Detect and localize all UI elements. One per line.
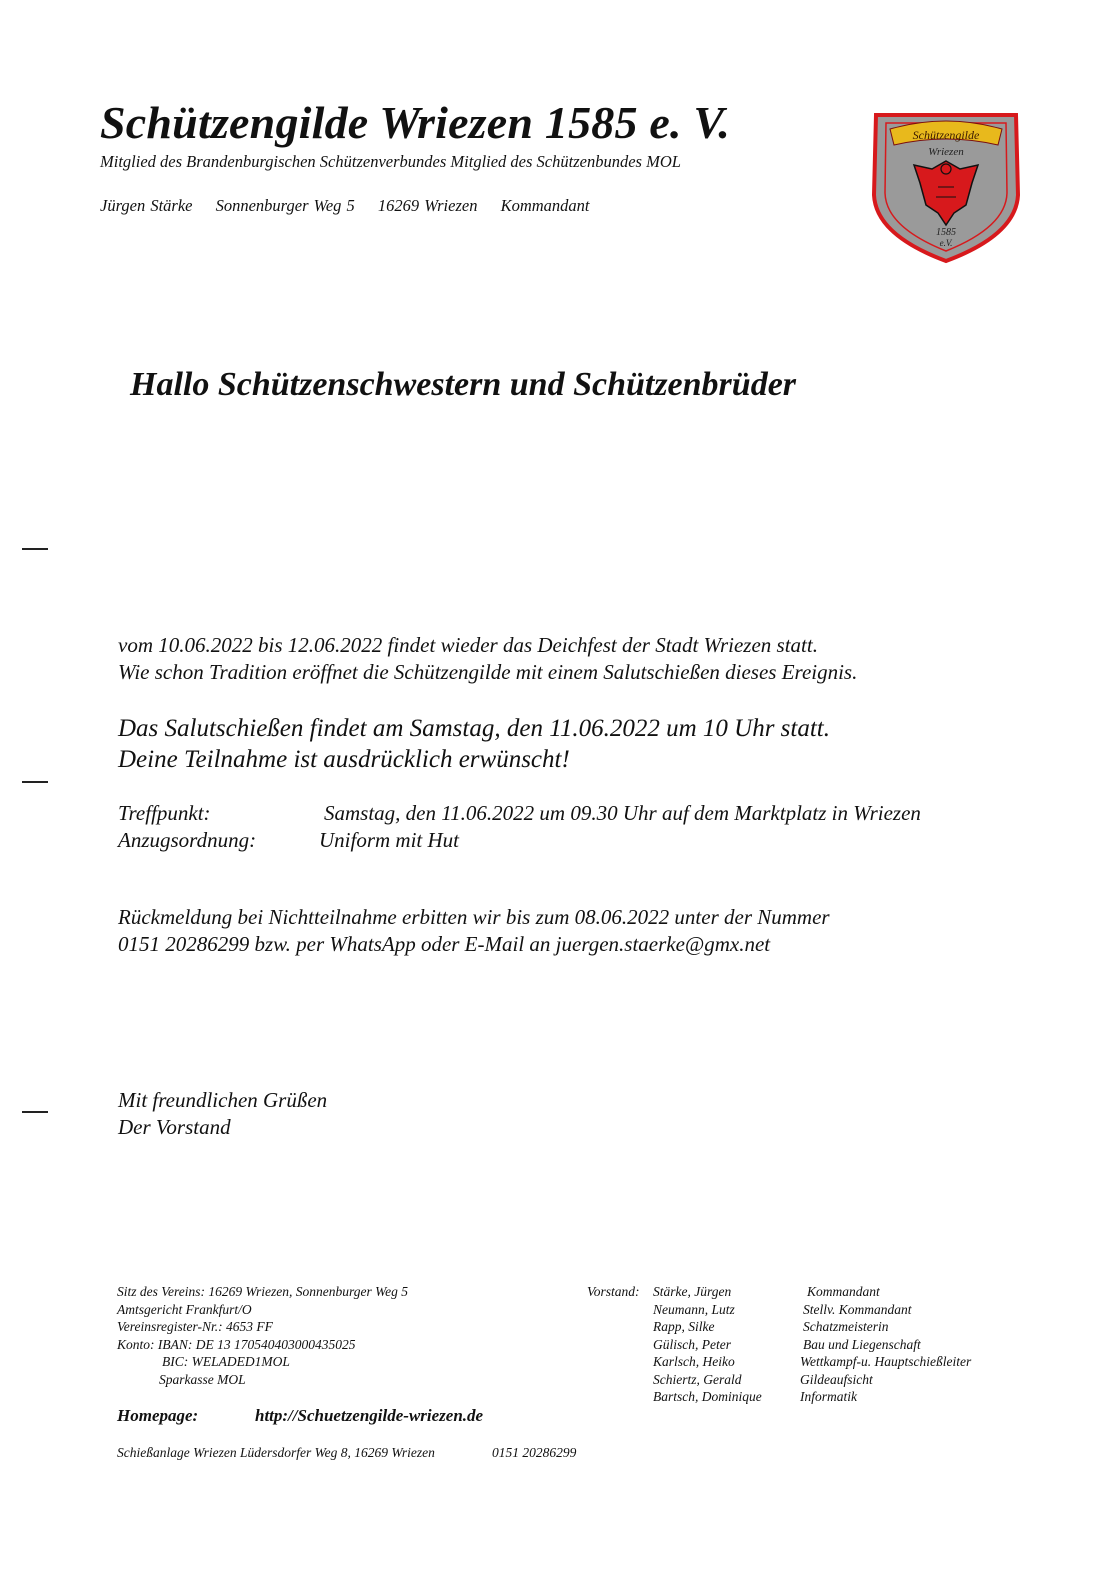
reply-line: Rückmeldung bei Nichtteilnahme erbitten wir bis zum 08.06.2022 unter der Nummer xyxy=(118,905,830,929)
greeting-heading: Hallo Schützenschwestern und Schützenbrüder xyxy=(130,366,797,403)
highlight-paragraph xyxy=(118,713,830,775)
contact-name: Jürgen Stärke xyxy=(100,196,193,215)
footer-club-info xyxy=(117,1283,408,1388)
board-member-name: Rapp, Silke xyxy=(653,1319,715,1334)
board-member-role: Schatzmeisterin xyxy=(803,1319,889,1334)
contact-city: 16269 Wriezen xyxy=(377,196,478,215)
board-member-name: Stärke, Jürgen xyxy=(653,1284,732,1299)
board-member-role: Stellv. Kommandant xyxy=(803,1301,912,1317)
footer-line: BIC: WELADED1MOL xyxy=(162,1354,290,1369)
closing-line: Der Vorstand xyxy=(118,1115,231,1139)
fold-mark xyxy=(22,1111,48,1113)
dress-code-label: Anzugsordnung: xyxy=(118,828,257,852)
board-member-name: Gülisch, Peter xyxy=(653,1336,731,1352)
range-address: Schießanlage Wriezen Lüdersdorfer Weg 8, 16269 Wriezen xyxy=(117,1445,435,1460)
meeting-label: Treffpunkt: xyxy=(118,801,211,825)
contact-street: Sonnenburger Weg 5 xyxy=(215,196,355,215)
emblem-year-text: 1585 xyxy=(936,227,956,238)
footer-line: Amtsgericht Frankfurt/O xyxy=(117,1301,252,1317)
highlight-line: Das Salutschießen findet am Samstag, den 11.06.2022 um 10 Uhr statt. xyxy=(118,715,830,742)
emblem-suffix-text: e.V. xyxy=(939,238,953,248)
footer-line: Konto: IBAN: DE 13 170540403000435025 xyxy=(117,1336,356,1352)
fold-mark xyxy=(22,781,48,783)
emblem-banner-text: Schützengilde xyxy=(912,128,980,142)
contact-role: Kommandant xyxy=(500,196,590,215)
homepage-label: Homepage: xyxy=(117,1406,199,1425)
board-member-role: Gildeaufsicht xyxy=(800,1371,873,1387)
board-member-role: Kommandant xyxy=(807,1284,880,1299)
intro-paragraph xyxy=(118,632,857,686)
board-label: Vorstand: xyxy=(587,1284,640,1299)
board-member-role: Wettkampf-u. Hauptschießleiter xyxy=(800,1354,972,1369)
board-roles xyxy=(800,1283,971,1406)
board-member-role: Bau und Liegenschaft xyxy=(803,1336,921,1352)
board-member-name: Neumann, Lutz xyxy=(653,1301,735,1317)
intro-line: vom 10.06.2022 bis 12.06.2022 findet wieder das Deichfest der Stadt Wriezen statt. xyxy=(118,633,818,657)
homepage-link[interactable]: http://Schuetzengilde-wriezen.de xyxy=(255,1406,484,1425)
footer-line: Sparkasse MOL xyxy=(159,1371,246,1387)
board-member-role: Informatik xyxy=(800,1389,857,1404)
footer-line: Vereinsregister-Nr.: 4653 FF xyxy=(117,1319,273,1334)
contact-line xyxy=(100,196,608,216)
emblem-city-text: Wriezen xyxy=(928,146,964,158)
board-member-name: Schiertz, Gerald xyxy=(653,1371,742,1387)
meeting-value: Samstag, den 11.06.2022 um 09.30 Uhr auf dem Marktplatz in Wriezen xyxy=(324,801,921,825)
board-member-name: Bartsch, Dominique xyxy=(653,1389,762,1404)
shield-emblem-icon xyxy=(866,95,1026,265)
range-phone: 0151 20286299 xyxy=(492,1445,577,1460)
club-name: Schützengilde Wriezen 1585 e. V. xyxy=(100,97,731,148)
highlight-line: Deine Teilnahme ist ausdrücklich erwünscht! xyxy=(118,746,570,773)
dress-code-value: Uniform mit Hut xyxy=(319,828,460,852)
reply-paragraph xyxy=(118,904,830,958)
fold-mark xyxy=(22,548,48,550)
board-names xyxy=(653,1283,762,1406)
club-emblem-logo xyxy=(866,95,1026,265)
footer-line: Sitz des Vereins: 16269 Wriezen, Sonnenburger Weg 5 xyxy=(117,1284,408,1299)
intro-line: Wie schon Tradition eröffnet die Schützengilde mit einem Salutschießen dieses Ereignis. xyxy=(118,660,858,684)
board-member-name: Karlsch, Heiko xyxy=(653,1354,735,1369)
membership-line: Mitglied des Brandenburgischen Schützenverbundes Mitglied des Schützenbundes MOL xyxy=(100,152,681,171)
closing xyxy=(118,1087,327,1141)
reply-line: 0151 20286299 bzw. per WhatsApp oder E-Mail an juergen.staerke@gmx.net xyxy=(118,932,771,956)
closing-line: Mit freundlichen Grüßen xyxy=(118,1088,328,1112)
